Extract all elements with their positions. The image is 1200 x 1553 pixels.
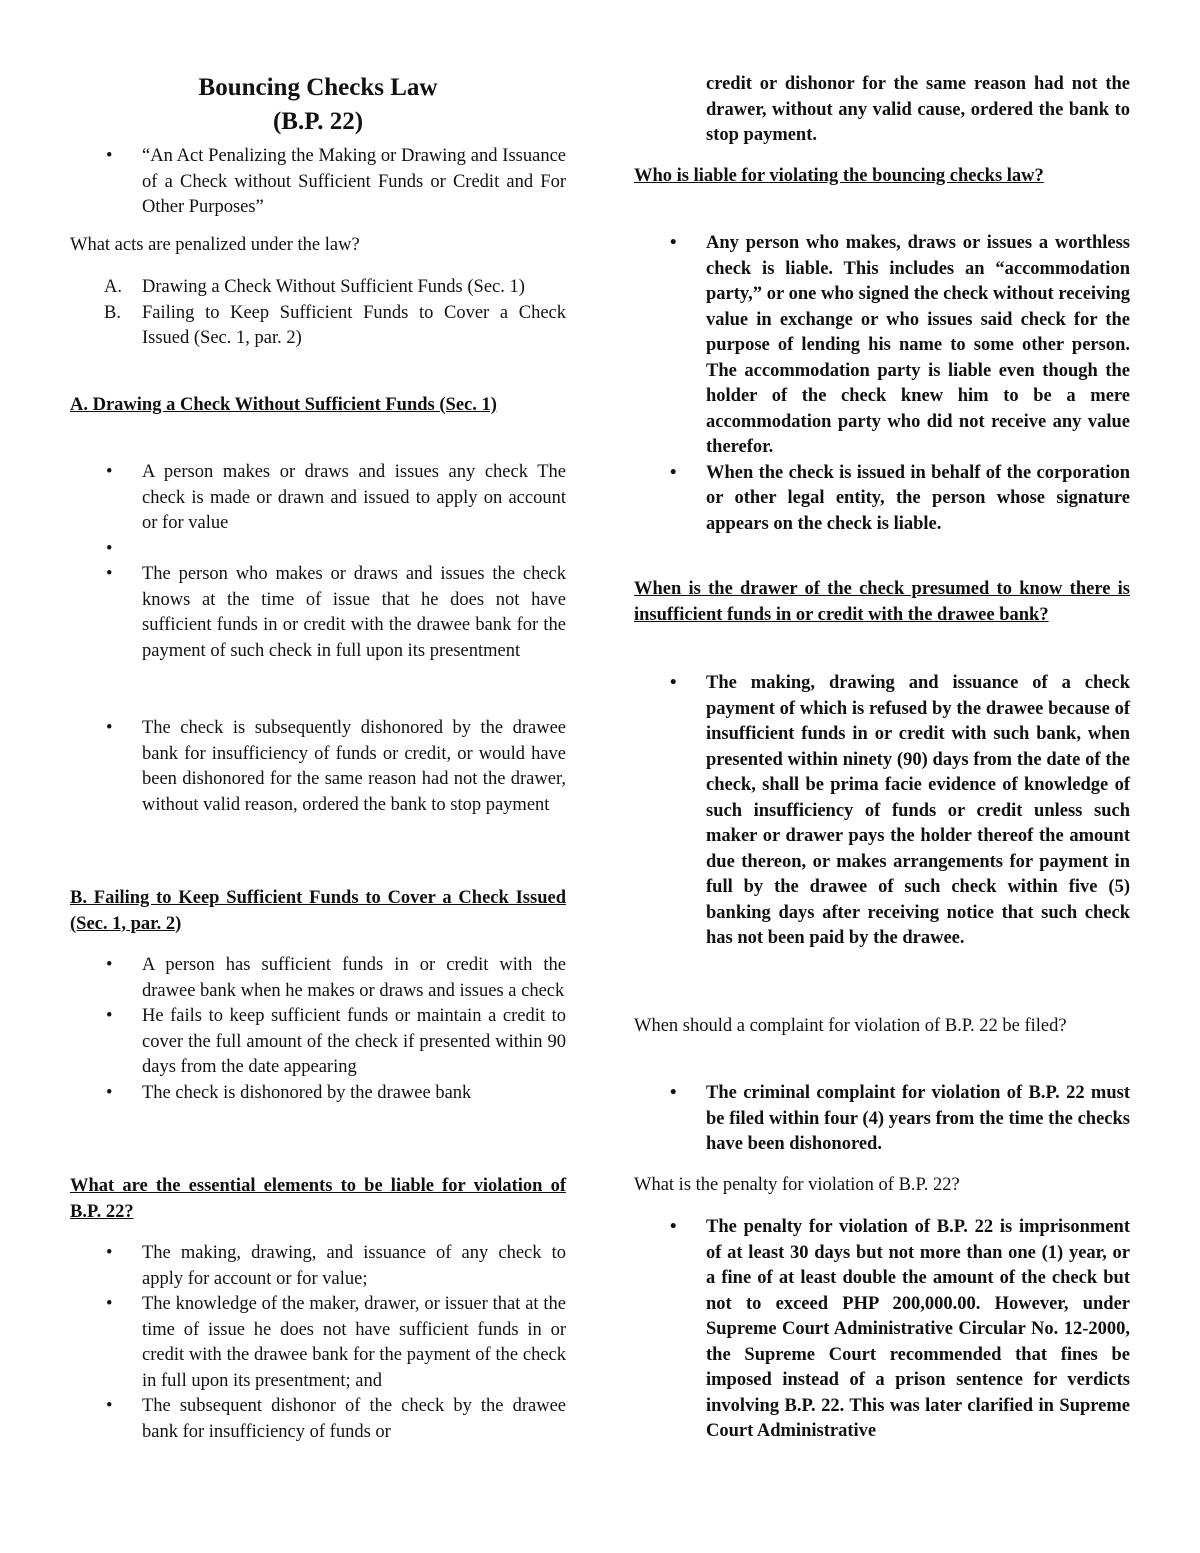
- question-acts: What acts are penalized under the law?: [70, 235, 360, 255]
- acts-list: [70, 275, 566, 352]
- list-item: • He fails to keep sufficient funds or maintain a credit to cover the full amount of the check if presented within 90 days from the date appearing: [70, 1004, 566, 1081]
- list-item: [70, 537, 566, 563]
- elements-list: [70, 1241, 566, 1445]
- presumed-list: [634, 671, 1130, 952]
- list-item: A. Drawing a Check Without Sufficient Funds (Sec. 1): [104, 277, 525, 297]
- section-b-list: [70, 953, 566, 1106]
- penalty-question: What is the penalty for violation of B.P. 22?: [634, 1175, 960, 1195]
- list-item: • The penalty for violation of B.P. 22 is imprisonment of at least 30 days but not more than one (1) year, or a fine of at least double the amount of the check but not to exceed PHP 200,000.00. However, under Supreme Court Administrative Circular No. 12-2000, the Supreme Court recommended that fines be imposed instead of a prison sentence for verdicts involving B.P. 22. This was later clarified in Supreme Court Administrative: [634, 1215, 1130, 1445]
- elements-heading: What are the essential elements to be liable for violation of B.P. 22?: [70, 1176, 566, 1222]
- doc-subtitle: (B.P. 22): [272, 108, 364, 135]
- list-item: • The knowledge of the maker, drawer, or issuer that at the time of issue he does not have sufficient funds in or credit with the drawee bank for the payment of the check in full upon its presentment; and: [70, 1292, 566, 1394]
- list-item: • Any person who makes, draws or issues a worthless check is liable. This includes an “accommodation party,” or one who signed the check without receiving value in exchange or who issues said check for the purpose of lending his name to some other person. The accommodation party is liable even though the holder of the check knew him to be a mere accommodation party who did not receive any value therefor.: [634, 231, 1130, 461]
- list-item: • The check is subsequently dishonored by the drawee bank for insufficiency of funds or credit, or would have been dishonored for the same reason had not the drawer, without valid reason, ordered the bank to stop payment: [70, 716, 566, 818]
- list-item: B. Failing to Keep Sufficient Funds to Cover a Check Issued (Sec. 1, par. 2): [104, 302, 566, 348]
- list-item: • The subsequent dishonor of the check by the drawee bank for insufficiency of funds or: [70, 1394, 566, 1445]
- continued-text: credit or dishonor for the same reason had not the drawer, without any valid cause, ordered the bank to stop payment.: [706, 74, 1130, 145]
- list-item: • A person has sufficient funds in or credit with the drawee bank when he makes or draws and issues a check: [70, 953, 566, 1004]
- list-item: • A person makes or draws and issues any check The check is made or drawn and issued to apply on account or for value: [70, 460, 566, 537]
- liable-list: [634, 231, 1130, 537]
- presumed-heading: When is the drawer of the check presumed to know there is insufficient funds in or credit with the drawee bank?: [634, 579, 1130, 625]
- doc-title: Bouncing Checks Law: [198, 74, 438, 101]
- penalty-list: [634, 1215, 1130, 1445]
- complaint-list: [634, 1081, 1130, 1158]
- section-b-heading: B. Failing to Keep Sufficient Funds to Cover a Check Issued (Sec. 1, par. 2): [70, 888, 566, 934]
- list-item: • The making, drawing, and issuance of any check to apply for account or for value;: [70, 1241, 566, 1292]
- list-item: • The person who makes or draws and issues the check knows at the time of issue that he does not have sufficient funds in or credit with the drawee bank for the payment of such check in full upon its presentment: [70, 562, 566, 664]
- act-title-item: • “An Act Penalizing the Making or Drawing and Issuance of a Check without Sufficient Funds or Credit and For Other Purposes”: [70, 144, 566, 221]
- section-a-heading: A. Drawing a Check Without Sufficient Funds (Sec. 1): [70, 395, 497, 415]
- complaint-question: When should a complaint for violation of B.P. 22 be filed?: [634, 1016, 1067, 1036]
- list-item: • The making, drawing and issuance of a check payment of which is refused by the drawee because of insufficient funds in or credit with such bank, when presented within ninety (90) days from the date of the check, shall be prima facie evidence of knowledge of such insufficiency of funds or credit unless such maker or drawer pays the holder thereof the amount due thereon, or makes arrangements for payment in full by the drawee of such check within five (5) banking days after receiving notice that such check has not been paid by the drawee.: [634, 671, 1130, 952]
- list-item: • The criminal complaint for violation of B.P. 22 must be filed within four (4) years from the time the checks have been dishonored.: [634, 1081, 1130, 1158]
- list-item: • When the check is issued in behalf of the corporation or other legal entity, the person whose signature appears on the check is liable.: [634, 461, 1130, 538]
- list-item: • The check is dishonored by the drawee bank: [70, 1081, 566, 1107]
- liable-heading: Who is liable for violating the bouncing checks law?: [634, 166, 1044, 186]
- section-a-list: [70, 460, 566, 664]
